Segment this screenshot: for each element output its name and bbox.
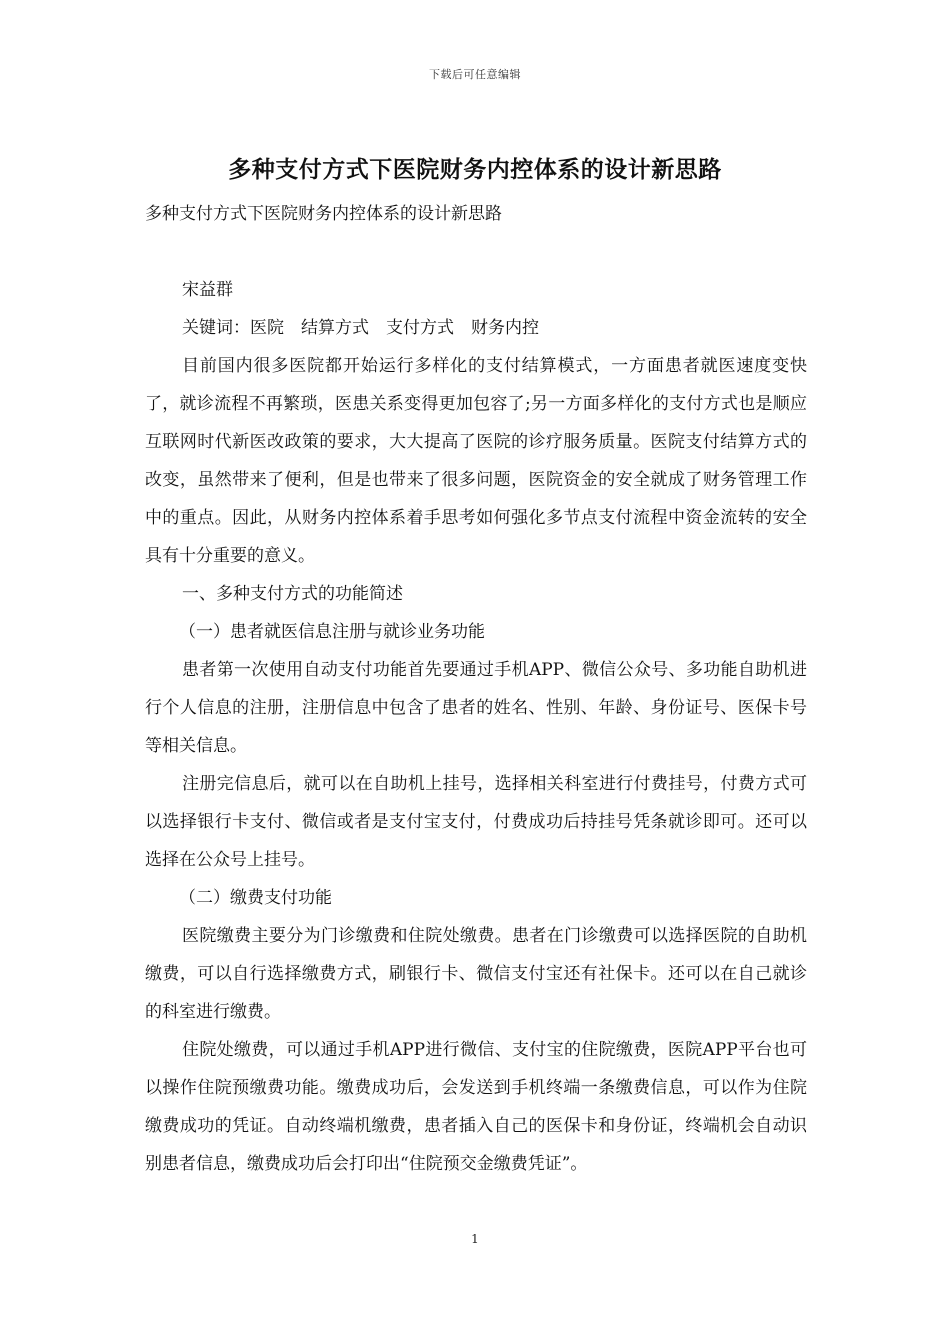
- document-subtitle: 多种支付方式下医院财务内控体系的设计新思路: [145, 204, 502, 224]
- paragraph-booking: 注册完信息后，就可以在自助机上挂号，选择相关科室进行付费挂号，付费方式可以选择银行卡支付、微信或者是支付宝支付，付费成功后持挂号凭条就诊即可。还可以选择在公众号上挂号。: [145, 774, 807, 870]
- keywords-line: 关键词：医院 结算方式 支付方式 财务内控: [182, 318, 539, 338]
- subsection-heading-2: （二）缴费支付功能: [179, 888, 332, 908]
- author-line: 宋益群: [182, 280, 233, 300]
- paragraph-inpatient-payment: 住院处缴费，可以通过手机APP进行微信、支付宝的住院缴费，医院APP平台也可以操作住院预缴费功能。缴费成功后，会发送到手机终端一条缴费信息，可以作为住院缴费成功的凭证。自动终端机缴费，患者插入自己的医保卡和身份证，终端机会自动识别患者信息，缴费成功后会打印出“住院预交金缴费凭证”。: [145, 1040, 807, 1174]
- section-heading-1: 一、多种支付方式的功能简述: [182, 584, 403, 604]
- paragraph-registration: 患者第一次使用自动支付功能首先要通过手机APP、微信公众号、多功能自助机进行个人信息的注册，注册信息中包含了患者的姓名、性别、年龄、身份证号、医保卡号等相关信息。: [145, 660, 807, 756]
- subsection-heading-1: （一）患者就医信息注册与就诊业务功能: [179, 622, 485, 642]
- document-title: 多种支付方式下医院财务内控体系的设计新思路: [228, 157, 722, 183]
- page-header: 下载后可任意编辑: [429, 68, 521, 81]
- blank-line: [145, 233, 807, 271]
- intro-paragraph: 目前国内很多医院都开始运行多样化的支付结算模式，一方面患者就医速度变快了，就诊流程不再繁琐，医患关系变得更加包容了;另一方面多样化的支付方式也是顺应互联网时代新医改政策的要求，大大提高了医院的诊疗服务质量。医院支付结算方式的改变，虽然带来了便利，但是也带来了很多问题，医院资金的安全就成了财务管理工作中的重点。因此，从财务内控体系着手思考如何强化多节点支付流程中资金流转的安全具有十分重要的意义。: [145, 356, 807, 566]
- paragraph-payment: 医院缴费主要分为门诊缴费和住院处缴费。患者在门诊缴费可以选择医院的自助机缴费，可以自行选择缴费方式，刷银行卡、微信支付宝还有社保卡。还可以在自己就诊的科室进行缴费。: [145, 926, 807, 1022]
- document-body: [145, 195, 807, 1183]
- page-number: 1: [471, 1232, 479, 1246]
